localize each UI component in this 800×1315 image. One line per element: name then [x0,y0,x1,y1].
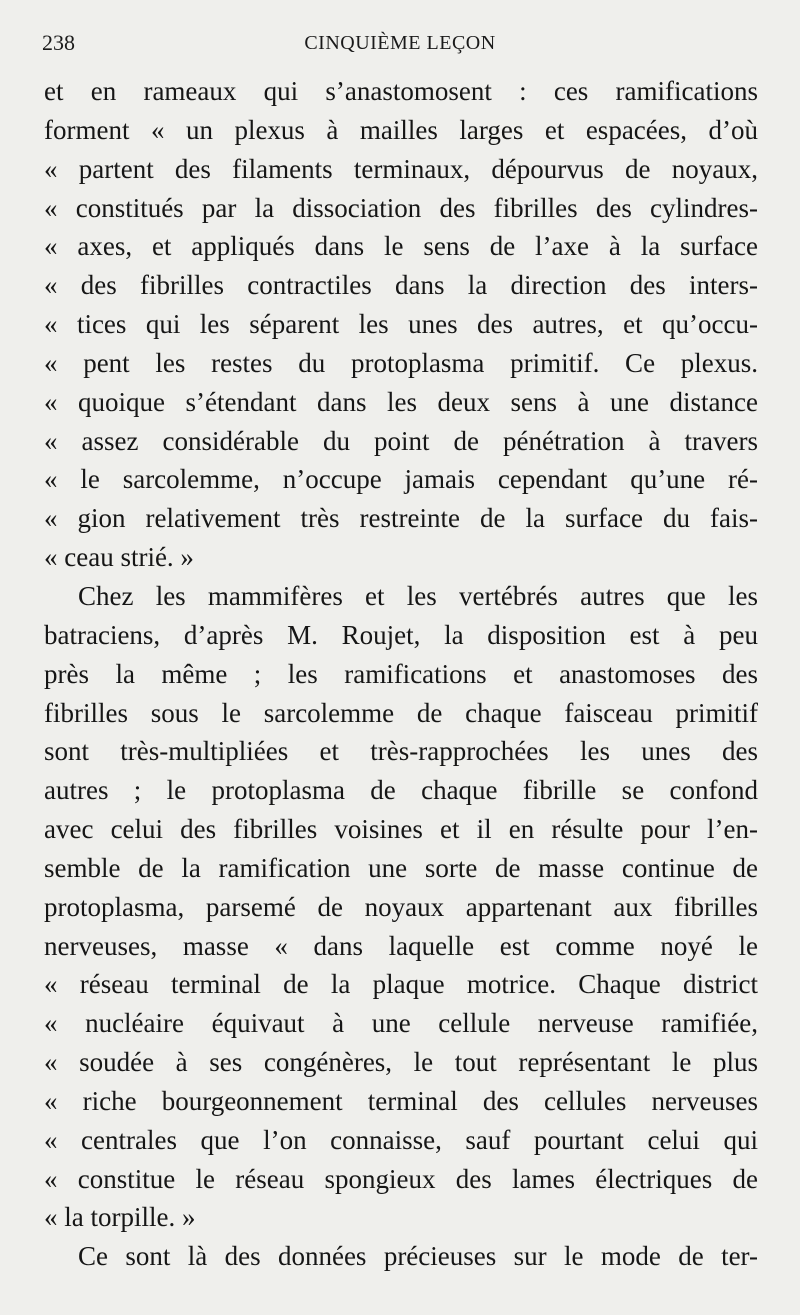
text-line: « axes, et appliqués dans le sens de l’axe à la surface [44,231,758,262]
paragraph [44,1237,758,1276]
page-number: 238 [42,30,75,55]
text-line: « le sarcolemme, n’occupe jamais cependant qu’une ré- [44,464,758,495]
text-line: sont très-multipliées et très-rapprochées les unes des [44,736,758,767]
text-line: protoplasma, parsemé de noyaux appartenant aux fibrilles [44,891,758,922]
text-line: autres ; le protoplasma de chaque fibrille se confond [44,775,758,806]
text-line: semble de la ramification une sorte de masse continue de [44,852,758,883]
text-line: « réseau terminal de la plaque motrice. Chaque district [44,969,758,1000]
body-text [44,72,758,1276]
text-line: « riche bourgeonnement terminal des cellules nerveuses [44,1085,758,1116]
text-line: « tices qui les séparent les unes des autres, et qu’occu- [44,309,758,340]
text-line: « des fibrilles contractiles dans la direction des inters- [44,270,758,301]
text-line: batraciens, d’après M. Roujet, la disposition est à peu [44,619,758,650]
text-line: « ceau strié. » [44,542,194,573]
text-line: « la torpille. » [44,1202,196,1233]
text-line: « quoique s’étendant dans les deux sens à une distance [44,386,758,417]
text-line: nerveuses, masse « dans laquelle est comme noyé le [44,930,758,961]
text-line: « constitue le réseau spongieux des lames électriques de [44,1163,758,1194]
text-line: « pent les restes du protoplasma primitif. Ce plexus. [44,347,758,378]
text-line: « partent des filaments terminaux, dépourvus de noyaux, [44,153,758,184]
text-line: « nucléaire équivaut à une cellule nerveuse ramifiée, [44,1008,758,1039]
running-head: CINQUIÈME LEÇON [304,32,496,54]
text-line: et en rameaux qui s’anastomosent : ces ramifications [44,76,758,106]
text-line: Chez les mammifères et les vertébrés autres que les [78,580,758,611]
text-line: « gion relativement très restreinte de la surface du fais- [44,503,758,534]
text-line: « constitués par la dissociation des fibrilles des cylindres- [44,192,758,223]
text-line: avec celui des fibrilles voisines et il en résulte pour l’en- [44,814,758,845]
text-line: « centrales que l’on connaisse, sauf pourtant celui qui [44,1124,758,1155]
paragraph [44,577,758,1237]
text-line: « soudée à ses congénères, le tout représentant le plus [44,1047,758,1078]
text-line: forment « un plexus à mailles larges et espacées, d’où [44,114,758,145]
text-line: fibrilles sous le sarcolemme de chaque faisceau primitif [44,697,758,728]
text-line: près la même ; les ramifications et anastomoses des [44,658,758,689]
paragraph [44,72,758,577]
text-line: Ce sont là des données précieuses sur le mode de ter- [78,1241,758,1272]
text-line: « assez considérable du point de pénétration à travers [44,425,758,456]
page-header [42,30,758,64]
